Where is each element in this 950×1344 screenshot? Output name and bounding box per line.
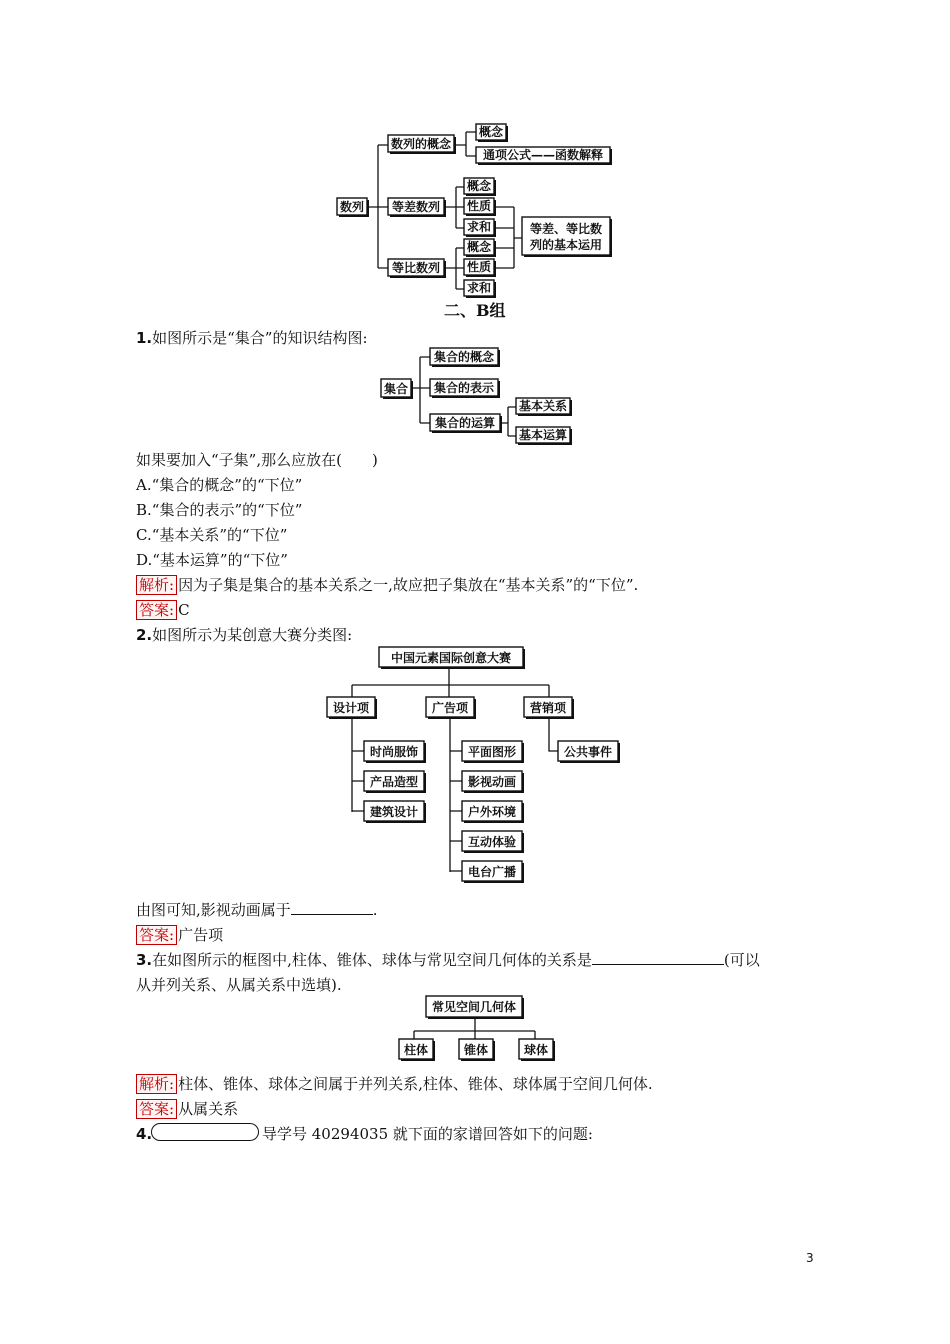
contest-item: 时尚服饰 <box>369 745 419 759</box>
contest-item: 产品造型 <box>369 775 419 789</box>
diagram-leaf: 性质 <box>466 199 492 213</box>
analysis-text: 因为子集是集合的基本关系之一,故应把子集放在“基本关系”的“下位”. <box>178 576 639 594</box>
option-c: C.“基本关系”的“下位” <box>136 526 288 544</box>
diagram-branch-arith: 等差数列 <box>391 200 441 214</box>
question-number: 4. <box>136 1125 153 1143</box>
geometry-child: 锥体 <box>463 1043 489 1057</box>
question-4-stem <box>136 1124 152 1144</box>
question-2-prompt <box>136 900 378 920</box>
contest-item: 影视动画 <box>467 775 517 789</box>
prompt-end: . <box>372 901 378 919</box>
contest-item: 互动体验 <box>467 835 517 849</box>
diagram-branch-geo: 等比数列 <box>391 261 441 275</box>
solid-geometry-diagram <box>393 993 559 1065</box>
analysis-text: 柱体、锥体、球体之间属于并列关系,柱体、锥体、球体属于空间几何体. <box>178 1075 653 1093</box>
diagram-leaf: 求和 <box>466 281 492 295</box>
sequence-structure-diagram <box>330 118 630 300</box>
question-4-text: 导学号 40294035 就下面的家谱回答如下的问题: <box>262 1125 593 1143</box>
answer-blank <box>592 950 724 965</box>
question-1-stem <box>136 328 368 348</box>
question-number: 3. <box>136 951 153 969</box>
diagram-leaf: 求和 <box>466 220 492 234</box>
contest-root: 中国元素国际创意大赛 <box>390 651 512 665</box>
option-a: A.“集合的概念”的“下位” <box>136 476 303 494</box>
diagram-joint-line2: 列的基本运用 <box>529 238 603 252</box>
section-title: 二、B组 <box>444 301 506 320</box>
set-child: 集合的概念 <box>433 350 495 364</box>
question-number: 2. <box>136 626 153 644</box>
set-child: 集合的表示 <box>433 381 495 395</box>
question-number: 1. <box>136 329 153 347</box>
contest-item: 电台广播 <box>467 865 517 879</box>
set-op-child: 基本关系 <box>518 399 568 413</box>
contest-item: 公共事件 <box>563 745 613 759</box>
answer-2 <box>136 925 223 945</box>
option-b: B.“集合的表示”的“下位” <box>136 501 303 519</box>
contest-category-diagram <box>322 642 628 886</box>
contest-category: 广告项 <box>431 701 469 715</box>
diagram-root: 数列 <box>339 200 365 214</box>
analysis-tag: 解析: <box>136 1074 177 1094</box>
question-3-stem-line2: 从并列关系、从属关系中选填). <box>136 976 342 994</box>
diagram-joint-line1: 等差、等比数 <box>529 222 603 236</box>
answer-tag: 答案: <box>136 600 177 620</box>
contest-item: 建筑设计 <box>369 805 419 819</box>
question-3-stem <box>136 950 760 970</box>
question-stem: 在如图所示的框图中,柱体、锥体、球体与常见空间几何体的关系是 <box>152 951 592 969</box>
answer-text: 广告项 <box>178 926 224 944</box>
guide-number-box <box>151 1123 259 1141</box>
answer-3 <box>136 1099 238 1119</box>
answer-text: C <box>178 601 190 619</box>
question-stem-tail: (可以 <box>723 951 760 969</box>
diagram-branch-concept: 数列的概念 <box>390 137 452 151</box>
diagram-leaf: 概念 <box>466 179 492 193</box>
answer-text: 从属关系 <box>178 1100 239 1118</box>
answer-blank <box>291 900 373 915</box>
question-stem: 如图所示是“集合”的知识结构图: <box>152 329 368 347</box>
set-root: 集合 <box>383 382 409 396</box>
answer-1 <box>136 600 190 620</box>
set-child: 集合的运算 <box>434 416 496 430</box>
prompt-text: 由图可知,影视动画属于 <box>136 901 291 919</box>
answer-tag: 答案: <box>136 1099 177 1119</box>
answer-tag: 答案: <box>136 925 177 945</box>
diagram-leaf: 通项公式——函数解释 <box>482 148 604 162</box>
geometry-child: 柱体 <box>403 1043 429 1057</box>
geometry-child: 球体 <box>523 1043 549 1057</box>
diagram-leaf: 概念 <box>478 125 504 139</box>
set-op-child: 基本运算 <box>518 428 568 442</box>
analysis-3 <box>136 1074 653 1094</box>
set-structure-diagram <box>376 343 576 447</box>
diagram-leaf: 性质 <box>466 260 492 274</box>
question-stem: 如图所示为某创意大赛分类图: <box>152 626 353 644</box>
page-number: 3 <box>806 1251 814 1265</box>
diagram-leaf: 概念 <box>466 240 492 254</box>
analysis-1 <box>136 575 638 595</box>
contest-category: 营销项 <box>529 701 567 715</box>
question-1-prompt: 如果要加入“子集”,那么应放在( ) <box>136 451 378 469</box>
contest-item: 平面图形 <box>467 745 517 759</box>
question-2-stem <box>136 625 352 645</box>
geometry-root: 常见空间几何体 <box>431 1000 517 1014</box>
contest-item: 户外环境 <box>467 805 517 819</box>
option-d: D.“基本运算”的“下位” <box>136 551 288 569</box>
analysis-tag: 解析: <box>136 575 177 595</box>
contest-category: 设计项 <box>332 701 370 715</box>
